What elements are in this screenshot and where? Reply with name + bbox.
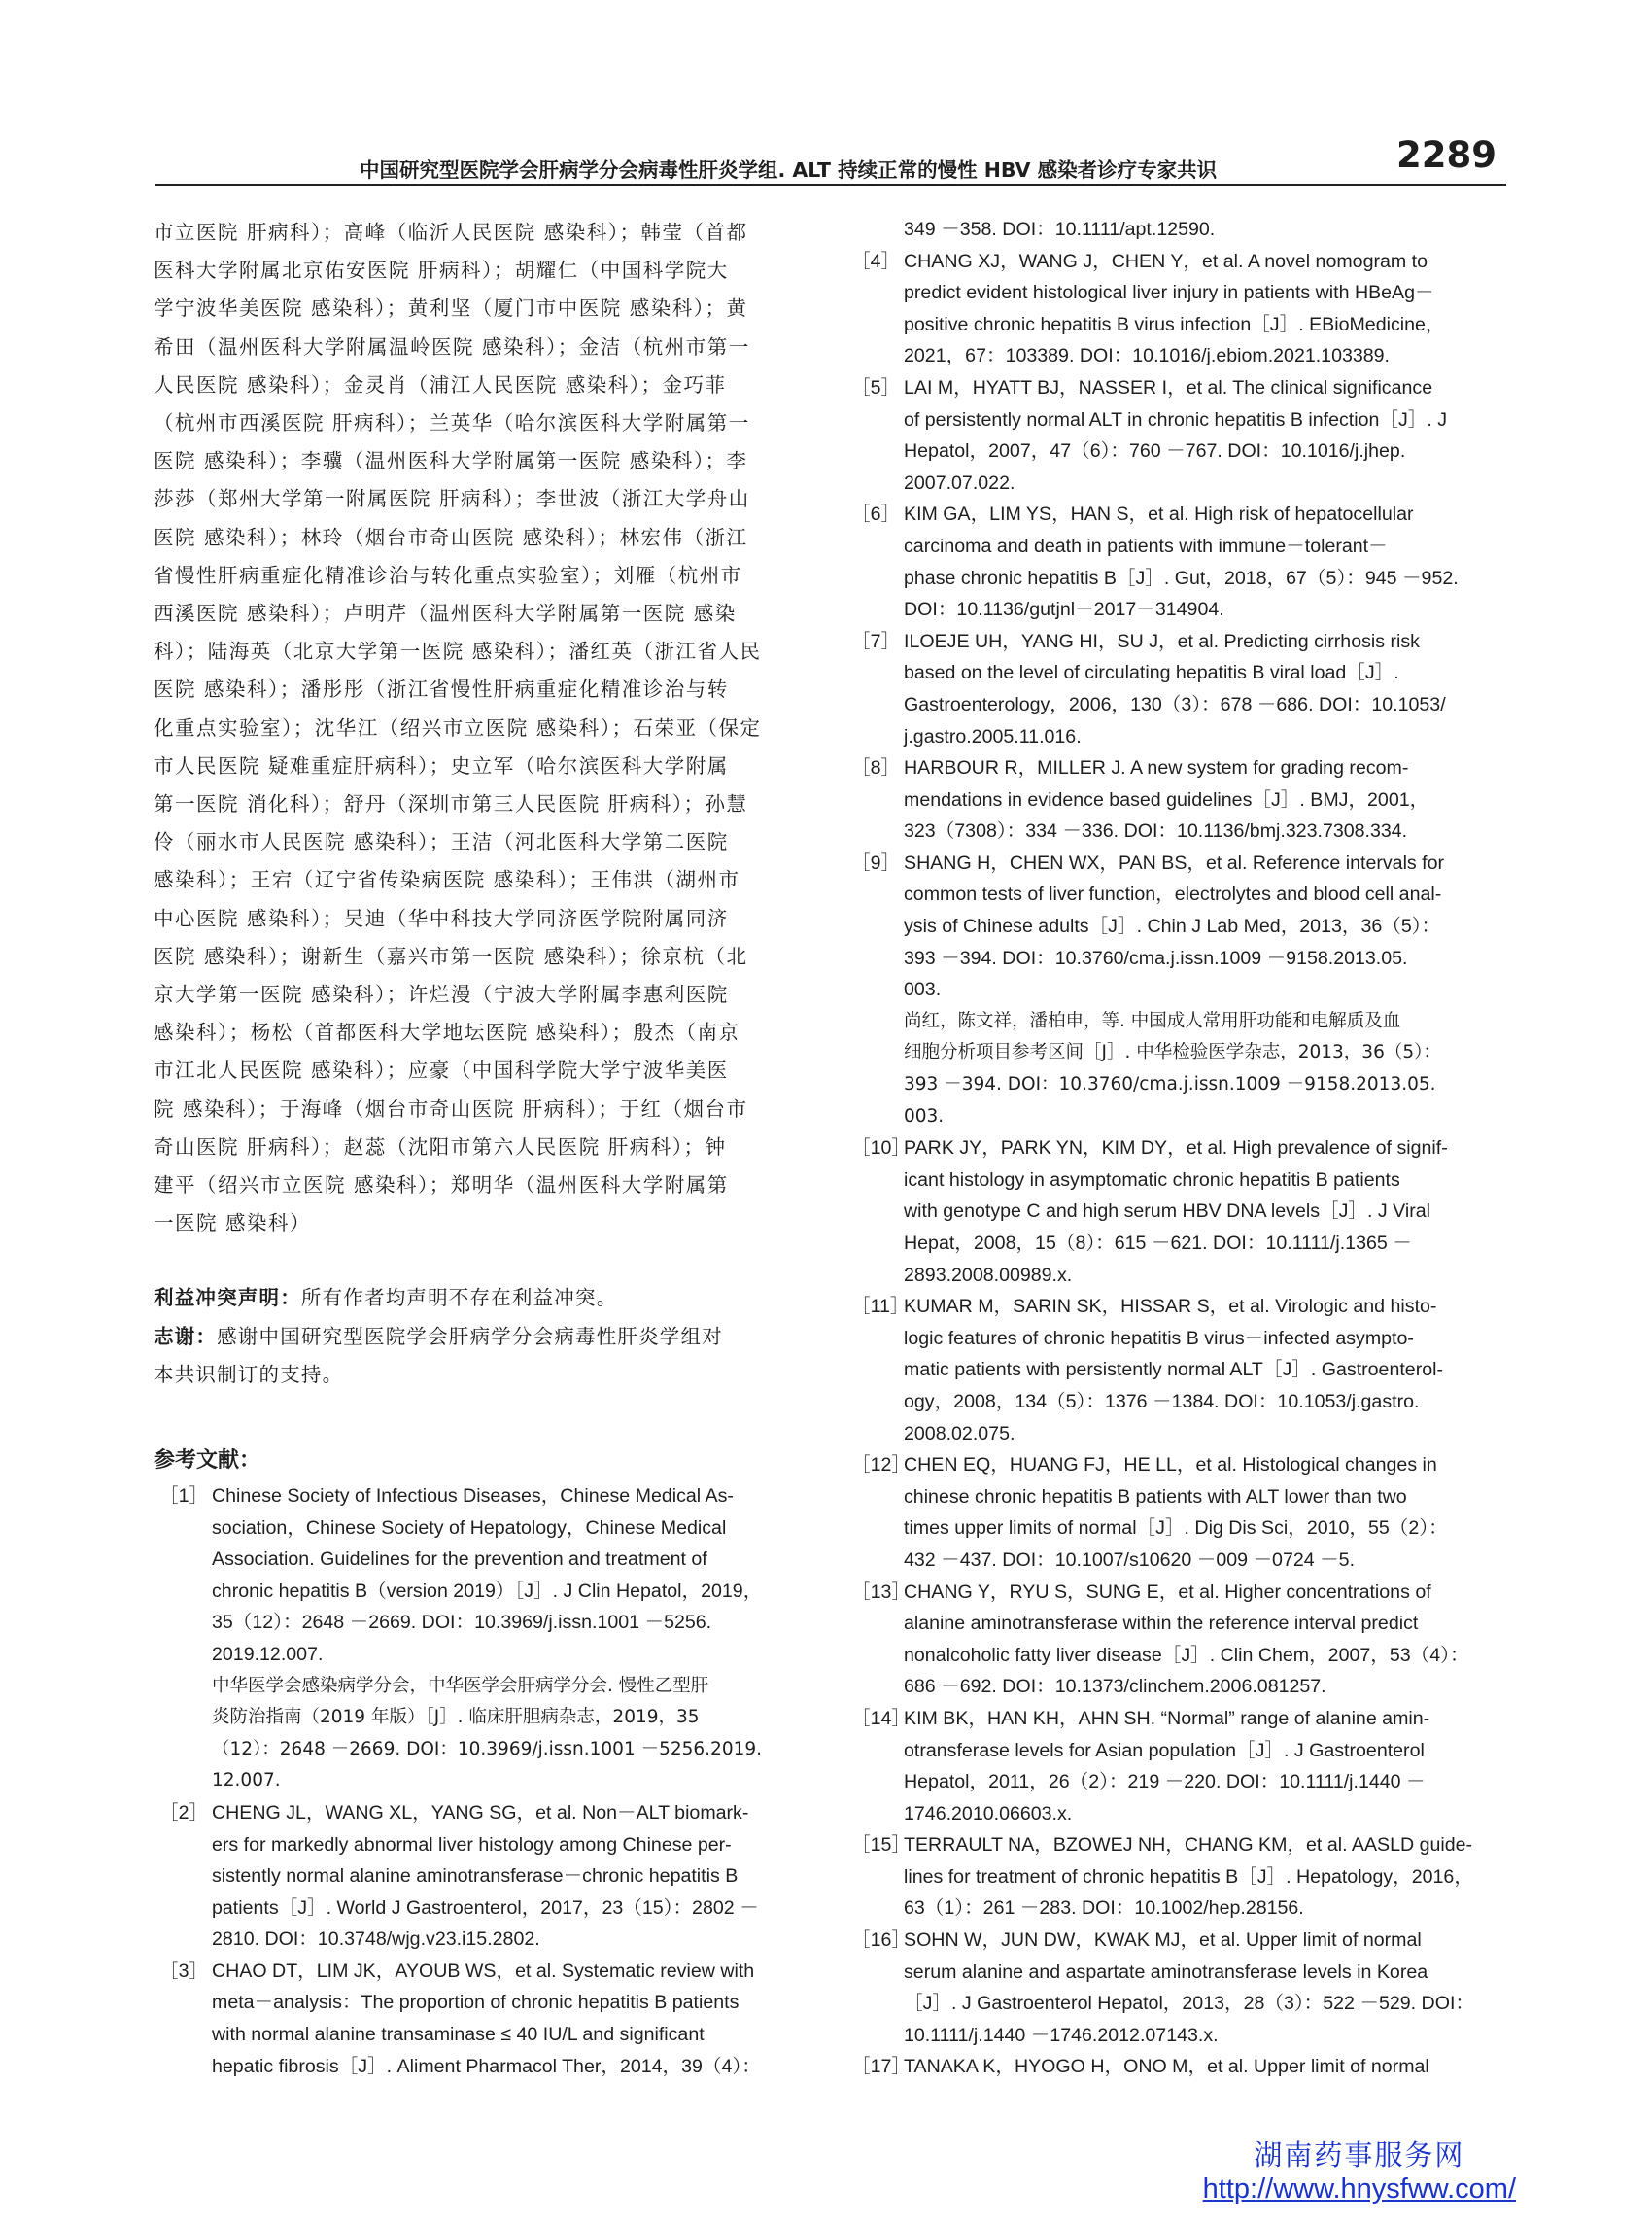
reference-line: 2810. DOI：10.3748/wjg.v23.i15.2802. xyxy=(212,1929,540,1951)
ack-line-2: 本共识制订的支持。 xyxy=(154,1363,344,1387)
reference-entry xyxy=(845,499,1506,625)
reference-entry xyxy=(845,1132,1506,1291)
reference-entry xyxy=(845,752,1506,848)
contributors-line: 科）；陆海英（北京大学第一医院 感染科）；潘红英（浙江省人民 xyxy=(154,640,762,664)
reference-entry xyxy=(154,1797,807,1956)
reference-number: ［16］ xyxy=(851,1929,911,1952)
reference-line: 432 －437. DOI：10.1007/s10620 －009 －0724 －5. xyxy=(904,1548,1356,1571)
reference-entry xyxy=(845,1925,1506,2051)
reference-line: 2019.12.007. xyxy=(212,1643,324,1665)
conflict-label: 利益冲突声明： xyxy=(154,1286,301,1310)
reference-line: ogy，2008，134（5）：1376 －1384. DOI：10.1053/j.gastro. xyxy=(904,1390,1420,1412)
reference-line: 686 －692. DOI：10.1373/clinchem.2006.081257. xyxy=(904,1676,1326,1698)
reference-chinese-line: 尚红，陈文祥，潘柏申，等. 中国成人常用肝功能和电解质及血 xyxy=(904,1010,1401,1031)
reference-entry xyxy=(845,372,1506,499)
reference-line: TANAKA K，HYOGO H，ONO M，et al. Upper limit of normal xyxy=(904,2056,1429,2078)
reference-entry xyxy=(845,626,1506,752)
reference-chinese-line: 细胞分析项目参考区间［J］. 中华检验医学杂志，2013，36（5）： xyxy=(904,1042,1441,1063)
contributors-line: 市江北人民医院 感染科）；应豪（中国科学院大学宁波华美医 xyxy=(154,1059,729,1083)
reference-line: 2008.02.075. xyxy=(904,1422,1015,1444)
reference-line: CHENG JL，WANG XL，YANG SG，et al. Non－ALT biomark- xyxy=(212,1801,749,1824)
reference-number: ［7］ xyxy=(851,630,901,652)
reference-line: 2007.07.022. xyxy=(904,471,1015,494)
reference-number: ［13］ xyxy=(851,1581,911,1603)
ack-line-1: 感谢中国研究型医院学会肝病学分会病毒性肝炎学组对 xyxy=(217,1324,723,1348)
reference-line: 35（12）：2648 －2669. DOI：10.3969/j.issn.1001 －5256. xyxy=(212,1612,712,1634)
reference-line: SOHN W，JUN DW，KWAK MJ，et al. Upper limit of normal xyxy=(904,1929,1422,1952)
reference-chinese-line: 003. xyxy=(904,1105,945,1127)
contributors-line: 市立医院 肝病科）；高峰（临沂人民医院 感染科）；韩莹（首都 xyxy=(154,221,748,244)
reference-line: times upper limits of normal［J］. Dig Dis Sci，2010，55（2）： xyxy=(904,1517,1448,1540)
reference-line: Gastroenterology，2006，130（3）：678 －686. DOI：10.1053/ xyxy=(904,693,1446,715)
reference-line: TERRAULT NA，BZOWEJ NH，CHANG KM，et al. AASLD guide- xyxy=(904,1834,1473,1857)
reference-line: 1746.2010.06603.x. xyxy=(904,1802,1073,1824)
reference-line: 003. xyxy=(904,979,942,1001)
reference-line: ysis of Chinese adults［J］. Chin J Lab Med，2013，36（5）： xyxy=(904,916,1441,938)
reference-line: DOI：10.1136/gutjnl－2017－314904. xyxy=(904,599,1224,621)
reference-line: 323（7308）：334 －336. DOI：10.1136/bmj.323.7308.334. xyxy=(904,820,1408,843)
conflict-text: 所有作者均声明不存在利益冲突。 xyxy=(300,1286,618,1310)
reference-number: ［6］ xyxy=(851,504,901,526)
reference-entry xyxy=(845,848,1506,1132)
reference-line: sociation，Chinese Society of Hepatology，Chinese Medical xyxy=(212,1516,727,1539)
contributors-line: 一医院 感染科） xyxy=(154,1211,312,1235)
contributors-line: 感染科）；杨松（首都医科大学地坛医院 感染科）；殷杰（南京 xyxy=(154,1021,740,1045)
contributors-line: 莎莎（郑州大学第一附属医院 肝病科）；李世波（浙江大学舟山 xyxy=(154,487,750,511)
reference-chinese-line: 炎防治指南（2019 年版）［J］. 临床肝胆病杂志，2019，35 xyxy=(212,1707,700,1728)
reference-line: 10.1111/j.1440 －1746.2012.07143.x. xyxy=(904,2024,1219,2046)
reference-line: ers for markedly abnormal liver histology among Chinese per- xyxy=(212,1833,732,1856)
reference-line: patients［J］. World J Gastroenterol，2017，23（15）：2802 － xyxy=(212,1896,759,1919)
reference-entry xyxy=(845,246,1506,372)
reference-line: 63（1）：261 －283. DOI：10.1002/hep.28156. xyxy=(904,1897,1304,1920)
reference-line: serum alanine and aspartate aminotransferase levels in Korea xyxy=(904,1961,1428,1983)
reference-number: ［10］ xyxy=(851,1137,911,1160)
contributors-line: 学宁波华美医院 感染科）；黄利坚（厦门市中医院 感染科）；黄 xyxy=(154,296,748,321)
watermark xyxy=(1203,2134,1516,2206)
contributors-line: 第一医院 消化科）；舒丹（深圳市第三人民医院 肝病科）；孙慧 xyxy=(154,792,748,817)
reference-line: CHANG Y，RYU S，SUNG E，et al. Higher concentrations of xyxy=(904,1581,1431,1603)
right-column xyxy=(845,214,1506,2083)
reference-line: KUMAR M，SARIN SK，HISSAR S，et al. Virologic and histo- xyxy=(904,1296,1437,1318)
reference-line: chronic hepatitis B（version 2019）［J］. J Clin Hepatol，2019， xyxy=(212,1580,763,1602)
reference-line: phase chronic hepatitis B［J］. Gut，2018，67（5）：945 －952. xyxy=(904,567,1459,589)
contributors-line: 伶（丽水市人民医院 感染科）；王洁（河北医科大学第二医院 xyxy=(154,830,729,854)
left-references-list xyxy=(154,1480,807,2082)
reference-line: of persistently normal ALT in chronic hepatitis B infection［J］. J xyxy=(904,408,1448,431)
reference-chinese-line: （12）：2648 －2669. DOI：10.3969/j.issn.1001 －5256.2019. xyxy=(212,1738,763,1759)
reference-entry xyxy=(845,1291,1506,1449)
reference-line: 393 －394. DOI：10.3760/cma.j.issn.1009 －9158.2013.05. xyxy=(904,947,1408,969)
reference-number: ［17］ xyxy=(851,2056,911,2078)
watermark-title: 湖南药事服务网 xyxy=(1254,2138,1465,2172)
reference-number: ［8］ xyxy=(851,757,901,780)
watermark-url[interactable]: http://www.hnysfww.com/ xyxy=(1202,2173,1516,2205)
reference-number: ［4］ xyxy=(851,250,901,272)
reference-line: logic features of chronic hepatitis B virus－infected asympto- xyxy=(904,1327,1414,1349)
reference-number: ［14］ xyxy=(851,1707,911,1729)
contributors-line: 人民医院 感染科）；金灵肖（浦江人民医院 感染科）；金巧菲 xyxy=(154,372,727,397)
reference-line: CHEN EQ，HUANG FJ，HE LL，et al. Histological changes in xyxy=(904,1454,1437,1477)
contributors-line: 省慢性肝病重症化精准诊治与转化重点实验室）；刘雁（杭州市 xyxy=(154,563,742,587)
contributors-line: 医院 感染科）；李骥（温州医科大学附属第一医院 感染科）；李 xyxy=(154,449,748,473)
reference-line: LAI M，HYATT BJ，NASSER I，et al. The clinical significance xyxy=(904,376,1433,399)
reference-line: with normal alanine transaminase ≤ 40 IU/L and significant xyxy=(212,2024,705,2046)
reference-line: KIM BK，HAN KH，AHN SH. “Normal” range of alanine amin- xyxy=(904,1707,1430,1729)
reference-entry xyxy=(845,2051,1506,2083)
reference-entry xyxy=(845,1449,1506,1576)
reference-line: Hepat，2008，15（8）：615 －621. DOI：10.1111/j.1365 － xyxy=(904,1233,1412,1254)
reference-line: Association. Guidelines for the prevention and treatment of xyxy=(212,1548,707,1571)
reference-line: common tests of liver function，electrolytes and blood cell anal- xyxy=(904,884,1442,906)
reference-line: CHAO DT，LIM JK，AYOUB WS，et al. Systematic review with xyxy=(212,1960,755,1982)
contributors-line: 西溪医院 感染科）；卢明芹（温州医科大学附属第一医院 感染 xyxy=(154,602,737,626)
reference-line: otransferase levels for Asian population［J］. J Gastroenterol xyxy=(904,1739,1425,1761)
reference-line: with genotype C and high serum HBV DNA levels［J］. J Viral xyxy=(904,1200,1430,1223)
reference-chinese-line: 393 －394. DOI：10.3760/cma.j.issn.1009 －9158.2013.05. xyxy=(904,1074,1436,1095)
reference-line: sistently normal alanine aminotransferase－chronic hepatitis B xyxy=(212,1865,739,1888)
reference-entry xyxy=(154,1956,807,2082)
running-header xyxy=(155,134,1506,183)
reference-line: nonalcoholic fatty liver disease［J］. Clin Chem，2007，53（4）： xyxy=(904,1644,1469,1666)
contributors-line: 医院 感染科）；林玲（烟台市奇山医院 感染科）；林宏伟（浙江 xyxy=(154,525,748,549)
reference-entry xyxy=(845,1577,1506,1703)
reference-line: chinese chronic hepatitis B patients with ALT lower than two xyxy=(904,1485,1407,1508)
contributors-line: 医院 感染科）；谢新生（嘉兴市第一医院 感染科）；徐京杭（北 xyxy=(154,944,748,968)
contributors-list xyxy=(154,214,807,1242)
contributors-line: 建平（绍兴市立医院 感染科）；郑明华（温州医科大学附属第 xyxy=(154,1173,729,1198)
contributors-line: 感染科）；王宕（辽宁省传染病医院 感染科）；王伟洪（湖州市 xyxy=(154,868,740,892)
reference-line: 2893.2008.00989.x. xyxy=(904,1264,1073,1286)
reference-line: HARBOUR R，MILLER J. A new system for grading recom- xyxy=(904,757,1409,780)
reference-number: ［15］ xyxy=(851,1834,911,1857)
reference-chinese-line: 12.007. xyxy=(212,1770,281,1791)
reference-line: mendations in evidence based guidelines［J］. BMJ，2001， xyxy=(904,788,1429,811)
reference-line: positive chronic hepatitis B virus infection［J］. EBioMedicine， xyxy=(904,313,1445,335)
reference-line: PARK JY，PARK YN，KIM DY，et al. High prevalence of signif- xyxy=(904,1137,1448,1160)
contributors-line: 奇山医院 肝病科）；赵蕊（沈阳市第六人民医院 肝病科）；钟 xyxy=(154,1134,727,1159)
reference-line: lines for treatment of chronic hepatitis B［J］. Hepatology，2016， xyxy=(904,1865,1473,1888)
reference-line: matic patients with persistently normal ALT［J］. Gastroenterol- xyxy=(904,1359,1443,1381)
contributors-line: 京大学第一医院 感染科）；许烂漫（宁波大学附属李惠利医院 xyxy=(154,983,729,1007)
right-references-list xyxy=(845,246,1506,2083)
reference-number: ［9］ xyxy=(851,851,901,874)
page-number: 2289 xyxy=(1396,134,1497,176)
reference-entry xyxy=(845,1829,1506,1925)
contributors-line: 市人民医院 疑难重症肝病科）；史立军（哈尔滨医科大学附属 xyxy=(154,753,729,778)
contributors-line: （杭州市西溪医院 肝病科）；兰英华（哈尔滨医科大学附属第一 xyxy=(154,411,750,435)
contributors-line: 医科大学附属北京佑安医院 肝病科）；胡耀仁（中国科学院大 xyxy=(154,259,729,283)
reference-entry xyxy=(845,1703,1506,1829)
conflict-of-interest-statement xyxy=(154,1279,807,1318)
reference-line: carcinoma and death in patients with immune－tolerant－ xyxy=(904,535,1388,557)
contributors-line: 中心医院 感染科）；吴迪（华中科技大学同济医学院附属同济 xyxy=(154,906,729,930)
left-column xyxy=(154,214,807,2082)
contributors-line: 希田（温州医科大学附属温岭医院 感染科）；金洁（杭州市第一 xyxy=(154,334,750,359)
reference-line: Hepatol，2007，47（6）：760 －767. DOI：10.1016/j.jhep. xyxy=(904,440,1406,463)
reference-number: ［11］ xyxy=(851,1296,910,1318)
reference-line: Chinese Society of Infectious Diseases，Chinese Medical As- xyxy=(212,1484,734,1507)
reference-number: ［5］ xyxy=(851,376,901,399)
reference-line: j.gastro.2005.11.016. xyxy=(904,725,1082,747)
reference-line: 349 －358. DOI：10.1111/apt.12590. xyxy=(904,219,1216,240)
contributors-line: 医院 感染科）；潘彤彤（浙江省慢性肝病重症化精准诊治与转 xyxy=(154,678,729,702)
reference-line: meta－analysis：The proportion of chronic hepatitis B patients xyxy=(212,1992,740,2014)
contributors-line: 化重点实验室）；沈华江（绍兴市立医院 感染科）；石荣亚（保定 xyxy=(154,715,762,740)
references-heading: 参考文献： xyxy=(154,1447,261,1473)
reference-line: based on the level of circulating hepatitis B viral load［J］. xyxy=(904,662,1399,684)
reference-line: KIM GA，LIM YS，HAN S，et al. High risk of hepatocellular xyxy=(904,504,1414,526)
reference-line: ILOEJE UH，YANG HI，SU J，et al. Predicting cirrhosis risk xyxy=(904,630,1420,652)
reference-line: alanine aminotransferase within the reference interval predict xyxy=(904,1613,1419,1635)
reference-number: ［12］ xyxy=(851,1454,911,1477)
reference-number: ［2］ xyxy=(159,1801,209,1824)
reference-line: 2021，67：103389. DOI：10.1016/j.ebiom.2021.103389. xyxy=(904,345,1391,367)
reference-line: SHANG H，CHEN WX，PAN BS，et al. Reference intervals for xyxy=(904,851,1445,874)
reference-entry xyxy=(154,1480,807,1797)
header-title: 中国研究型医院学会肝病学分会病毒性肝炎学组. ALT 持续正常的慢性 HBV 感染者诊疗专家共识 xyxy=(360,158,1218,182)
reference-chinese-line: 中华医学会感染病学分会，中华医学会肝病学分会. 慢性乙型肝 xyxy=(212,1675,709,1696)
reference-continuation xyxy=(845,214,1506,246)
reference-line: ［J］. J Gastroenterol Hepatol，2013，28（3）：522 －529. DOI： xyxy=(904,1993,1474,2015)
reference-number: ［3］ xyxy=(159,1960,209,1982)
header-rule xyxy=(155,184,1506,186)
reference-line: CHANG XJ，WANG J，CHEN Y，et al. A novel nomogram to xyxy=(904,250,1428,272)
reference-line: icant histology in asymptomatic chronic hepatitis B patients xyxy=(904,1168,1400,1191)
reference-number: ［1］ xyxy=(159,1484,209,1507)
acknowledgement xyxy=(154,1318,807,1395)
contributors-line: 院 感染科）；于海峰（烟台市奇山医院 肝病科）；于红（烟台市 xyxy=(154,1096,748,1121)
ack-label: 志谢： xyxy=(154,1324,218,1348)
reference-line: hepatic fibrosis［J］. Aliment Pharmacol Ther，2014，39（4）： xyxy=(212,2055,761,2077)
reference-line: Hepatol，2011，26（2）：219 －220. DOI：10.1111/j.1440 － xyxy=(904,1771,1426,1793)
reference-line: predict evident histological liver injury in patients with HBeAg－ xyxy=(904,282,1434,304)
